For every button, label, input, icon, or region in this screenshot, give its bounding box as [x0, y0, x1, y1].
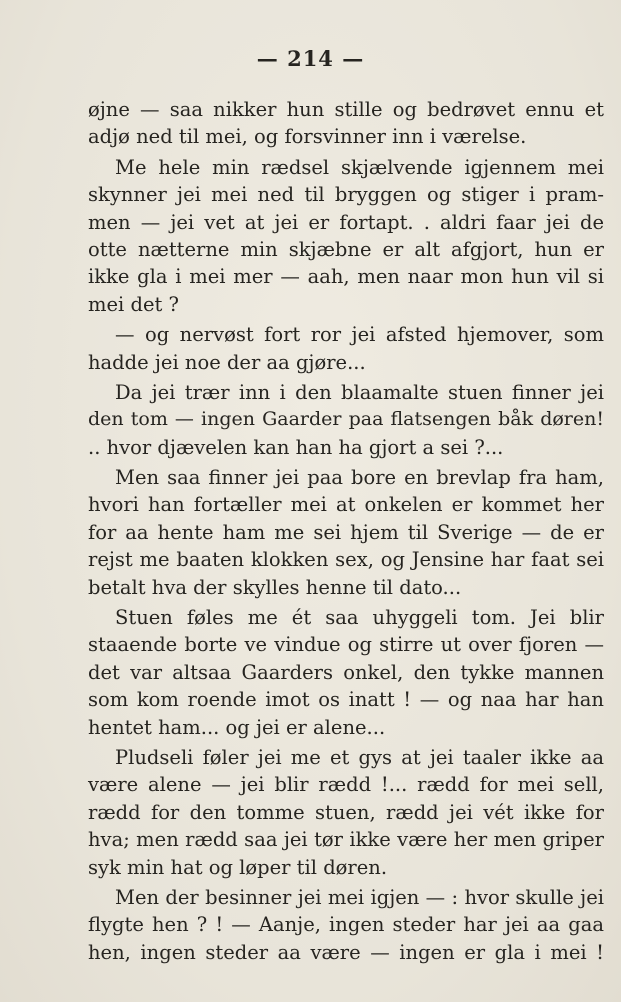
text-line: adjø ned til mei, og forsvinner inn i værelse. — [88, 125, 527, 149]
text-line: Da jei trær inn i den blaamalte stuen finner jei — [115, 380, 604, 404]
text-line: hen, ingen steder aa være — ingen er gla i mei ! — [88, 940, 604, 964]
text-line: for aa hente ham me sei hjem til Sverige — de er — [88, 520, 604, 544]
text-line: hva; men rædd saa jei tør ikke være her men griper — [88, 828, 604, 852]
text-line: mei det ? — [88, 292, 179, 316]
text-line: hvori han fortæller mei at onkelen er kommet her — [88, 493, 604, 517]
body-text — [88, 96, 604, 966]
text-line: rædd for den tomme stuen, rædd jei vét ikke for — [88, 800, 604, 824]
text-line: skynner jei mei ned til bryggen og stiger i pram- — [88, 183, 604, 207]
text-line: hentet ham... og jei er alene... — [88, 715, 386, 739]
text-line: flygte hen ? ! — Aanje, ingen steder har jei aa gaa — [88, 913, 604, 937]
text-line: Men saa finner jei paa bore en brevlap fra ham, — [115, 466, 604, 490]
text-line: Pludseli føler jei me et gys at jei taaler ikke aa — [115, 745, 604, 769]
text-line: Me hele min rædsel skjælvende igjennem mei — [115, 155, 604, 179]
text-line: staaende borte ve vindue og stirre ut over fjoren — — [88, 633, 604, 657]
text-line: .. hvor djævelen kan han ha gjort a sei ?... — [88, 435, 504, 459]
text-line: som kom roende imot os inatt ! — og naa har han — [88, 688, 604, 712]
text-line: — og nervøst fort ror jei afsted hjemover, som — [115, 323, 604, 347]
text-line: den tom — ingen Gaarder paa flatsengen båk døren! — [88, 408, 604, 431]
text-line: hadde jei noe der aa gjøre... — [88, 350, 366, 374]
page-number: — 214 — — [256, 46, 365, 71]
text-line: det var altsaa Gaarders onkel, den tykke mannen — [88, 660, 604, 684]
text-line: Men der besinner jei mei igjen — : hvor skulle jei — [115, 885, 604, 909]
text-line: øjne — saa nikker hun stille og bedrøvet ennu et — [88, 98, 604, 121]
text-line: ikke gla i mei mer — aah, men naar mon hun vil si — [88, 265, 604, 289]
text-line: rejst me baaten klokken sex, og Jensine har faat sei — [88, 548, 604, 572]
text-line: otte nætterne min skjæbne er alt afgjort, hun er — [88, 237, 604, 261]
text-line: betalt hva der skylles henne til dato... — [88, 575, 462, 599]
text-line: Stuen føles me ét saa uhyggeli tom. Jei blir — [115, 606, 604, 630]
text-line: være alene — jei blir rædd !... rædd for mei sell, — [88, 773, 604, 797]
text-line: men — jei vet at jei er fortapt. . aldri faar jei de — [88, 210, 604, 234]
text-line: syk min hat og løper til døren. — [88, 855, 388, 879]
